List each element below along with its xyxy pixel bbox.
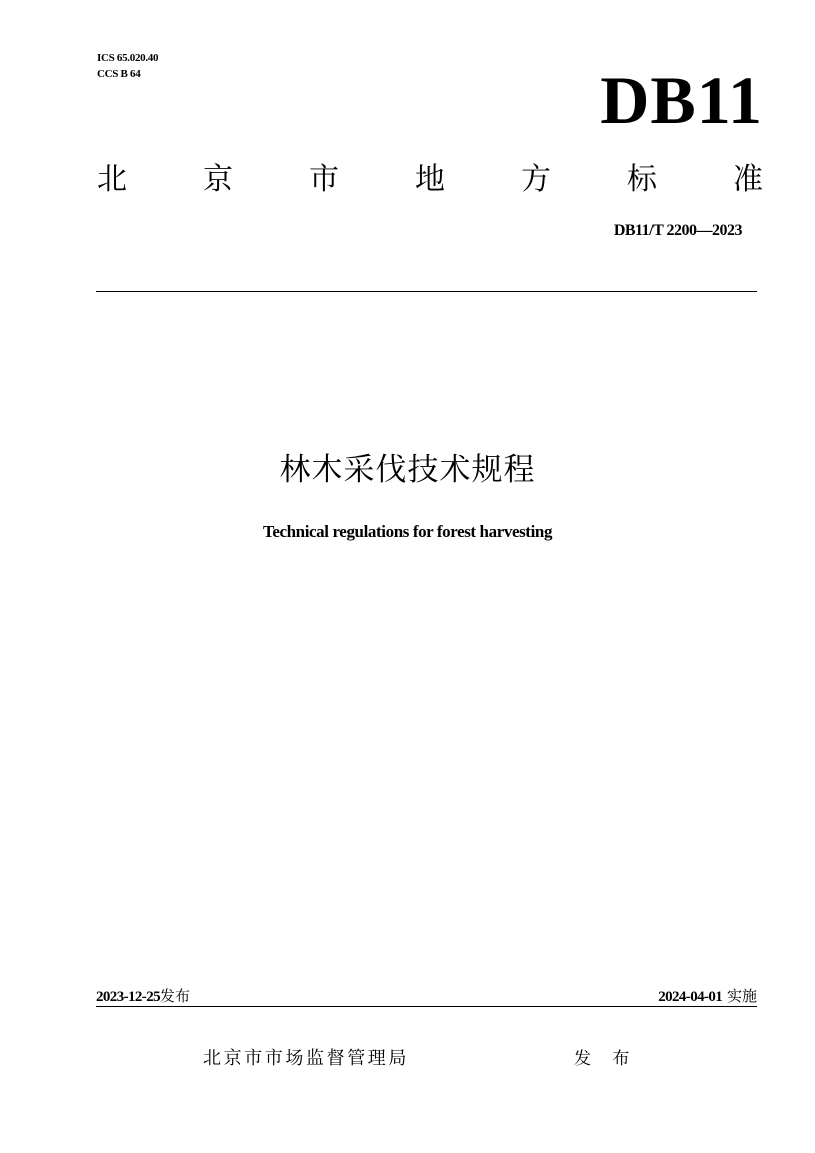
top-divider — [96, 291, 757, 292]
standard-type-char: 市 — [309, 162, 339, 197]
issue-label: 发布 — [160, 987, 191, 1005]
standard-number: DB11/T 2200—2023 — [613, 222, 742, 239]
standard-type-char: 准 — [733, 162, 763, 197]
standard-type-char: 方 — [521, 162, 551, 197]
implement-label: 实施 — [726, 987, 757, 1005]
issue-date-line — [96, 985, 190, 1008]
bottom-divider — [96, 1006, 757, 1007]
classification-codes — [97, 50, 158, 82]
issue-word: 发 布 — [574, 1049, 638, 1069]
ics-code: ICS 65.020.40 — [97, 52, 159, 64]
implement-date: 2024-04-01 — [658, 989, 723, 1005]
ccs-code: CCS B 64 — [97, 68, 141, 80]
standard-type-char: 京 — [203, 162, 233, 197]
standard-type-char: 地 — [415, 162, 445, 197]
standard-type-char: 北 — [97, 162, 127, 197]
issue-date: 2023-12-25 — [96, 989, 160, 1005]
chinese-title: 林木采伐技术规程 — [279, 452, 536, 488]
english-title: Technical regulations for forest harvesting — [262, 522, 553, 541]
standard-type-char: 标 — [627, 162, 657, 197]
issuing-authority: 北京市市场监督管理局 — [203, 1048, 409, 1069]
standard-mark: DB11 — [600, 62, 763, 138]
standard-type-title — [97, 156, 763, 204]
implement-date-line — [658, 985, 757, 1008]
